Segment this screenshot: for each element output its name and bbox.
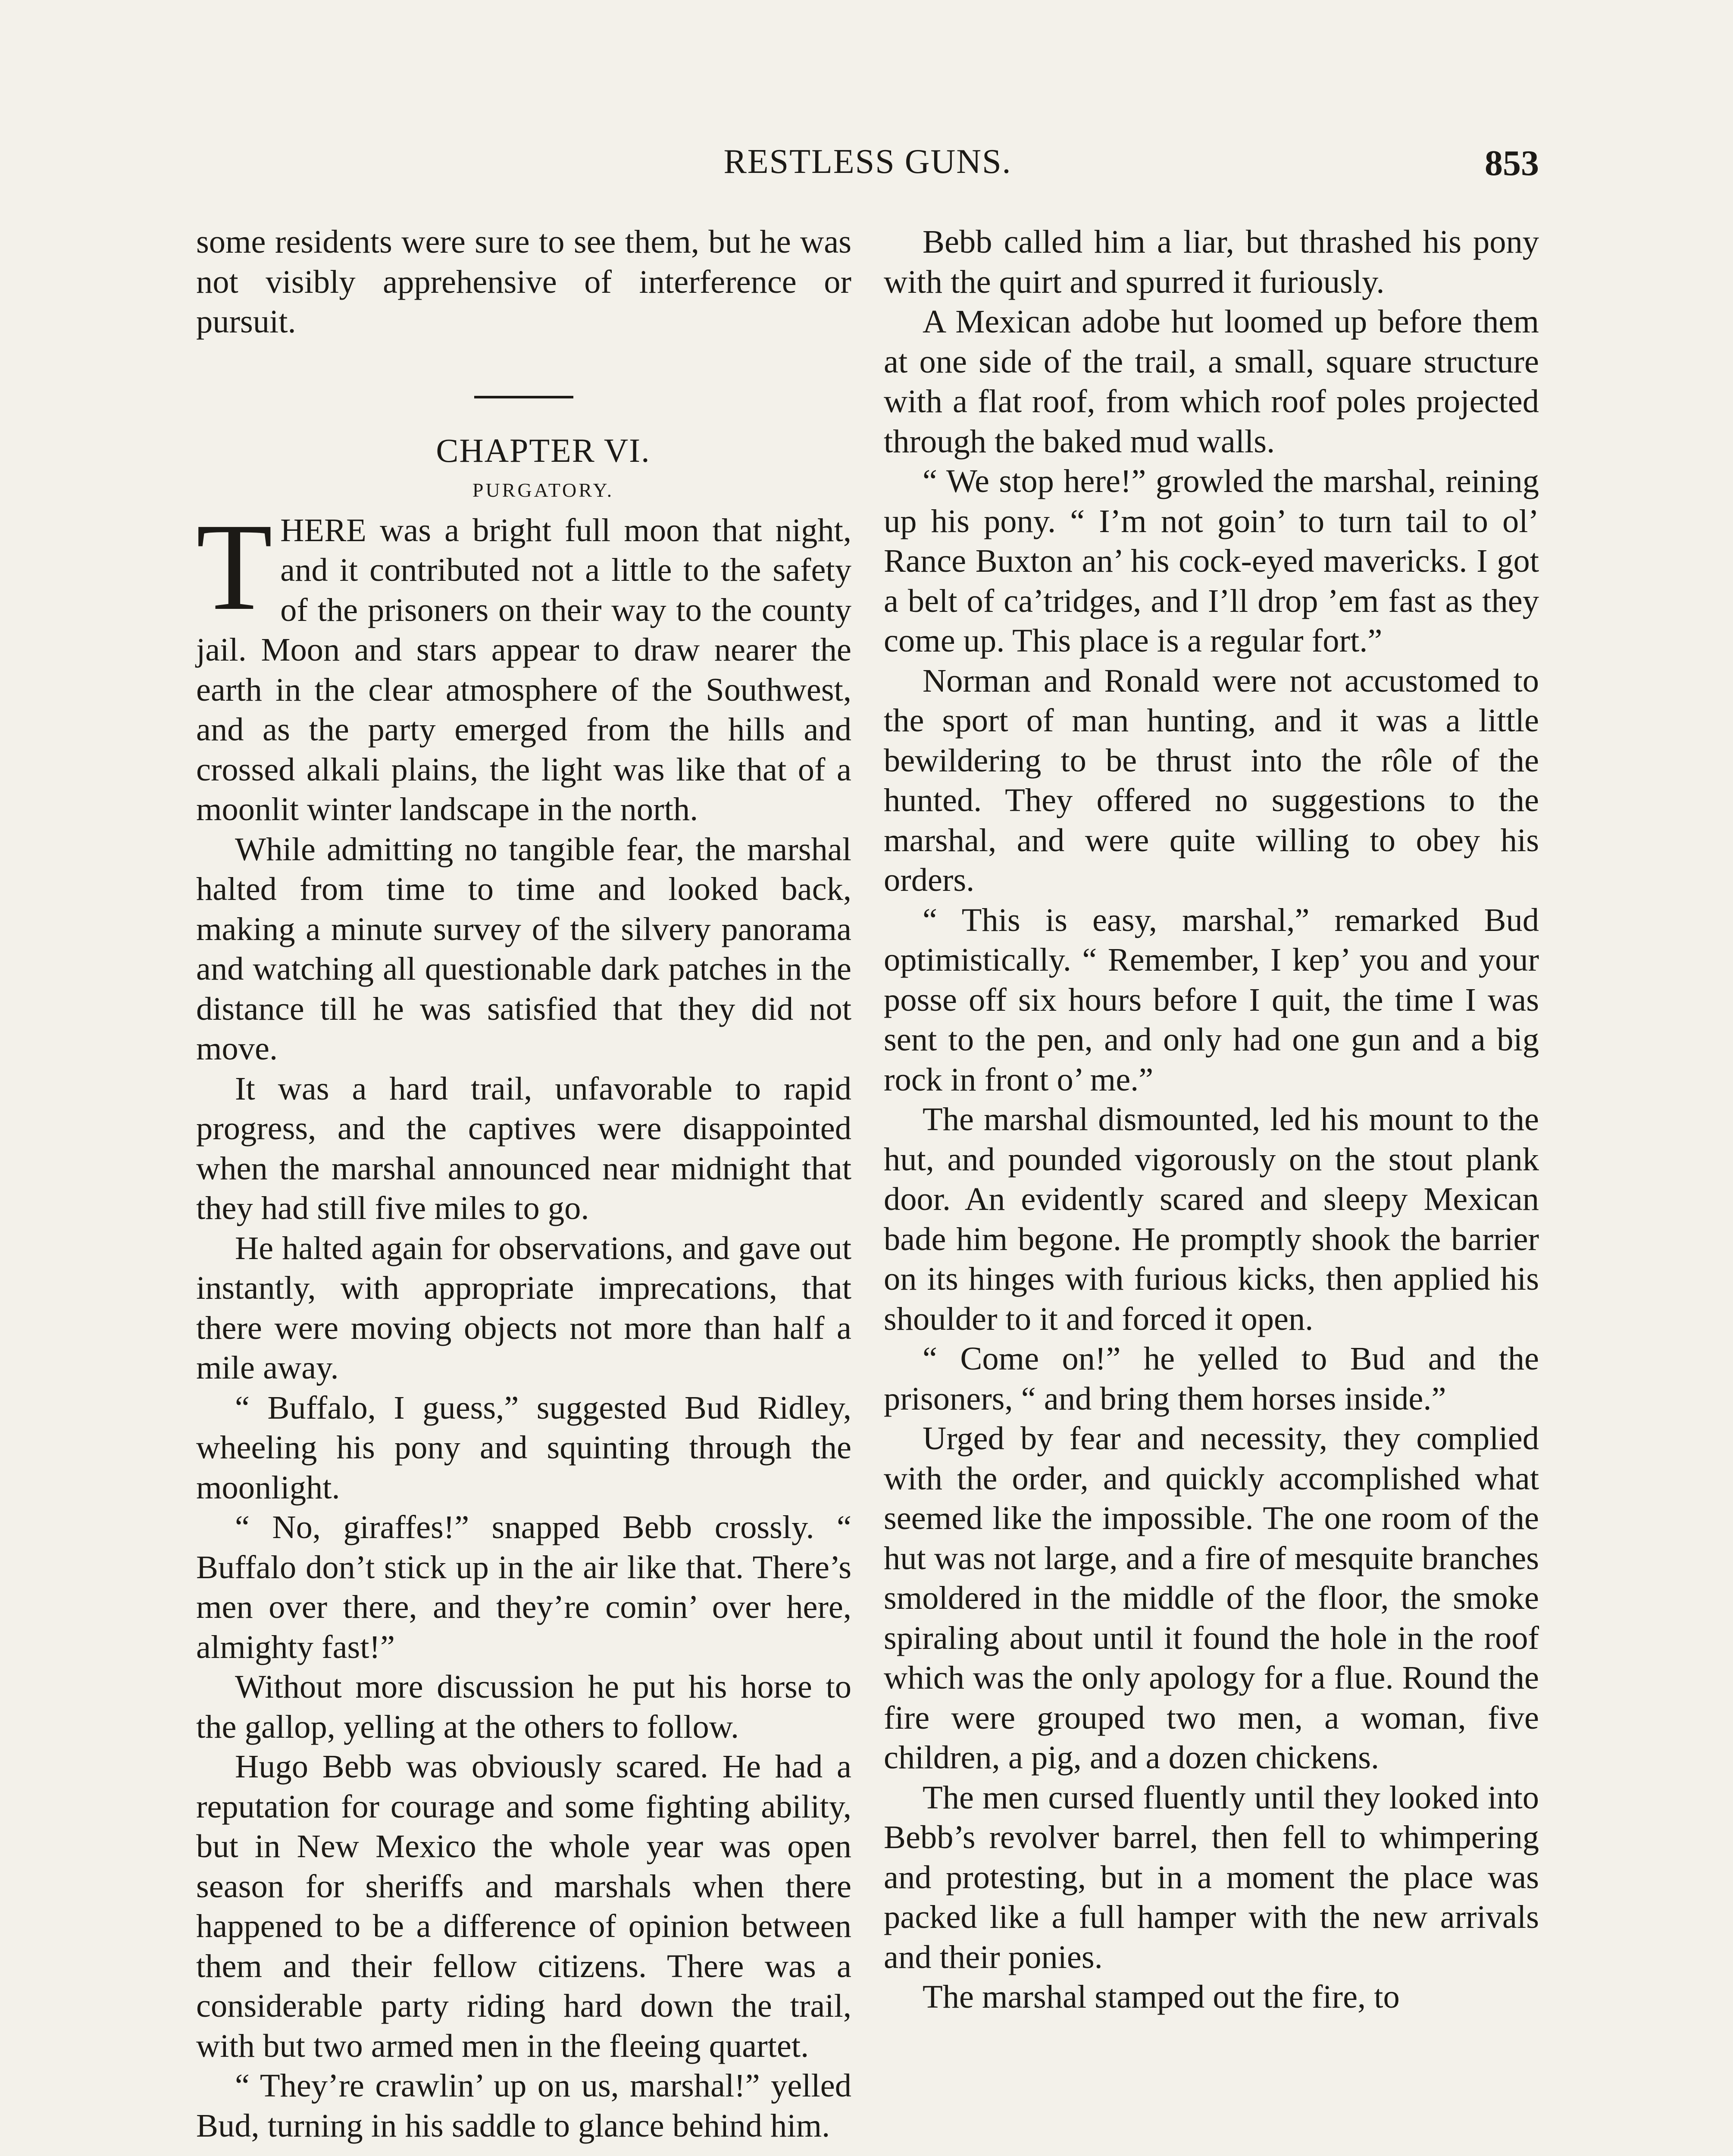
chapter-subtitle: PURGATORY. bbox=[472, 479, 614, 501]
opening-paragraph-text: HERE was a bright full moon that night, and it contributed not a little to the safety of the prisoners on their way to the county jail. Moon and stars appear to draw nearer the earth in the clear atmosphere of the Southwest, and as the party emerged from the hills and crossed alkali plains, the light was like that of a moonlit winter landscape in the north. bbox=[196, 511, 851, 827]
paragraph: “ They’re crawlin’ up on us, marshal!” yelled Bud, turning in his saddle to glance behind him. bbox=[196, 2067, 851, 2144]
paragraph: “ This is easy, marshal,” remarked Bud optimistically. “ Remember, I kep’ you and your posse off six hours before I quit, the time I was sent to the pen, and only had one gun and a big rock in front o’ me.” bbox=[884, 901, 1539, 1098]
paragraph: “ Come on!” he yelled to Bud and the prisoners, “ and bring them horses inside.” bbox=[884, 1340, 1539, 1417]
paragraph: “ We stop here!” growled the marshal, reining up his pony. “ I’m not goin’ to turn tail to ol’ Rance Buxton an’ his cock-eyed mavericks. I got a belt of ca’tridges, and I’ll drop ’em fast as they come up. This place is a regular fort.” bbox=[884, 463, 1539, 659]
chapter-title: CHAPTER VI. bbox=[436, 431, 651, 469]
paragraph: Without more discussion he put his horse to the gallop, yelling at the others to follow. bbox=[196, 1668, 851, 1745]
paragraph: Bebb called him a liar, but thrashed his pony with the quirt and spurred it furiously. bbox=[884, 223, 1539, 300]
continuation-paragraph: some residents were sure to see them, but he was not visibly apprehensive of interference or pursuit. bbox=[196, 223, 851, 340]
paragraph: “ No, giraffes!” snapped Bebb crossly. “ Buffalo don’t stick up in the air like that. There’s men over there, and they’re comin’ over here, almighty fast!” bbox=[196, 1509, 851, 1665]
paragraph: Norman and Ronald were not accustomed to the sport of man hunting, and it was a little bewildering to be thrust into the rôle of the hunted. They offered no suggestions to the marshal, and were quite willing to obey his orders. bbox=[884, 662, 1539, 898]
paragraph: A Mexican adobe hut loomed up before them at one side of the trail, a small, square structure with a flat roof, from which roof poles projected through the baked mud walls. bbox=[884, 303, 1539, 460]
page-header bbox=[196, 142, 1539, 194]
paragraph: It was a hard trail, unfavorable to rapid progress, and the captives were disappointed when the marshal announced near midnight that they had still five miles to go. bbox=[196, 1070, 851, 1226]
paragraph: Hugo Bebb was obviously scared. He had a reputation for courage and some fighting ability, but in New Mexico the whole year was open season for sheriffs and marshals when there happened to be a difference of opinion between them and their fellow citizens. There was a considerable party riding hard down the trail, with but two armed men in the fleeing quartet. bbox=[196, 1748, 851, 2064]
paragraph: While admitting no tangible fear, the marshal halted from time to time and looked back, making a minute survey of the silvery panorama and watching all questionable dark patches in the distance till he was satisfied that they did not move. bbox=[196, 830, 851, 1067]
paragraph: Urged by fear and necessity, they complied with the order, and quickly accomplished what seemed like the impossible. The one room of the hut was not large, and a fire of mesquite branches smoldered in the middle of the floor, the smoke spiraling about until it found the hole in the roof which was the only apology for a flue. Round the fire were grouped two men, a woman, five children, a pig, and a dozen chickens. bbox=[884, 1420, 1539, 1776]
drop-cap: T bbox=[196, 497, 273, 636]
paragraph: The marshal stamped out the fire, to bbox=[923, 1978, 1400, 2015]
paragraph: He halted again for observations, and gave out instantly, with appropriate imprecations, that there were moving objects not more than half a mile away. bbox=[196, 1229, 851, 1386]
paragraph: The marshal dismounted, led his mount to the hut, and pounded vigorously on the stout plank door. An evidently scared and sleepy Mexican bade him begone. He promptly shook the barrier on its hinges with furious kicks, then applied his shoulder to it and forced it open. bbox=[884, 1101, 1539, 1337]
section-divider bbox=[474, 396, 573, 398]
left-column bbox=[196, 222, 851, 2146]
right-column bbox=[884, 222, 1539, 2017]
paragraph: The men cursed fluently until they looked into Bebb’s revolver barrel, then fell to whimpering and protesting, but in a moment the place was packed like a full hamper with the new arrivals and their ponies. bbox=[884, 1779, 1539, 1975]
paragraph: “ Buffalo, I guess,” suggested Bud Ridley, wheeling his pony and squinting through the moonlight. bbox=[196, 1389, 851, 1506]
opening-paragraph bbox=[196, 497, 851, 830]
page-number: 853 bbox=[1485, 143, 1539, 183]
running-title: RESTLESS GUNS. bbox=[723, 143, 1012, 181]
